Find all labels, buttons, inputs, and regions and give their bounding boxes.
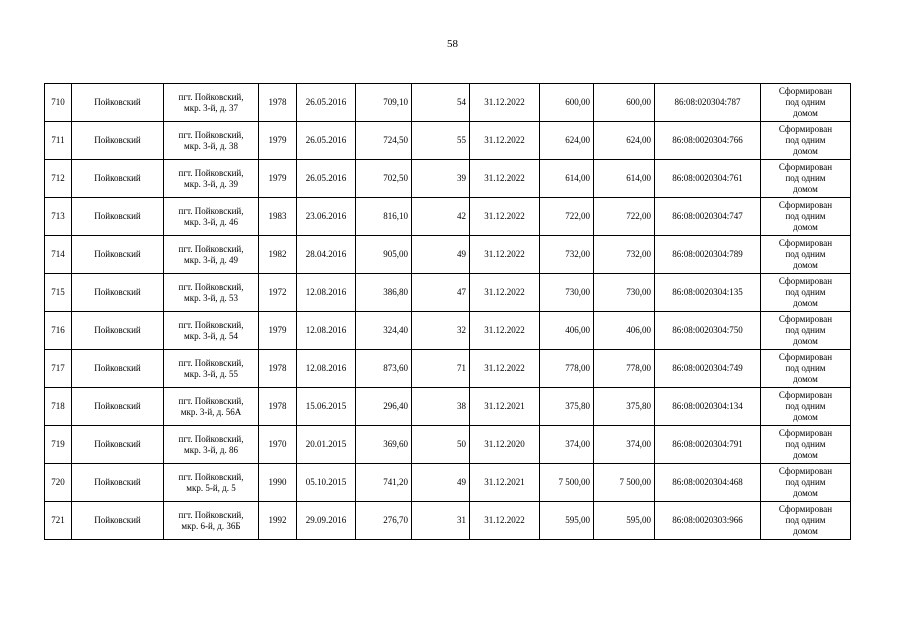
cadastral-number-cell: 86:08:020304:787 [655, 84, 761, 122]
area-cell: 276,70 [356, 502, 412, 540]
deadline-cell: 31.12.2021 [470, 464, 540, 502]
land-status-cell [761, 198, 851, 236]
settlement-cell: Пойковский [72, 426, 164, 464]
status-line-2: под одним [785, 211, 826, 221]
status-line-3: домом [793, 488, 818, 498]
address-line-1: пгт. Пойковский, [178, 357, 244, 368]
address-cell [164, 388, 259, 426]
address-line-1: пгт. Пойковский, [178, 509, 244, 520]
address-line-2: мкр. 5-й, д. 5 [186, 482, 236, 493]
status-line-1: Сформирован [778, 238, 833, 248]
deadline-cell: 31.12.2022 [470, 160, 540, 198]
cost-cell-1: 614,00 [540, 160, 594, 198]
build-year-cell: 1992 [259, 502, 297, 540]
recognition-date-cell: 29.09.2016 [297, 502, 356, 540]
table-row [45, 84, 851, 122]
residents-cell: 55 [412, 122, 470, 160]
address-line-2: мкр. 3-й, д. 46 [184, 216, 238, 227]
recognition-date-cell: 12.08.2016 [297, 350, 356, 388]
build-year-cell: 1972 [259, 274, 297, 312]
address-line-1: пгт. Пойковский, [178, 319, 244, 330]
row-number-cell: 711 [45, 122, 72, 160]
address-line-2: мкр. 6-й, д. 36Б [181, 520, 241, 531]
cost-cell-1: 624,00 [540, 122, 594, 160]
land-status-cell [761, 464, 851, 502]
table-row [45, 274, 851, 312]
status-line-2: под одним [785, 325, 826, 335]
settlement-cell: Пойковский [72, 502, 164, 540]
address-cell [164, 84, 259, 122]
recognition-date-cell: 12.08.2016 [297, 312, 356, 350]
settlement-cell: Пойковский [72, 464, 164, 502]
address-cell [164, 160, 259, 198]
row-number-cell: 718 [45, 388, 72, 426]
deadline-cell: 31.12.2022 [470, 502, 540, 540]
status-line-3: домом [793, 450, 818, 460]
status-line-3: домом [793, 146, 818, 156]
address-cell [164, 198, 259, 236]
area-cell: 873,60 [356, 350, 412, 388]
address-line-2: мкр. 3-й, д. 39 [184, 178, 238, 189]
recognition-date-cell: 05.10.2015 [297, 464, 356, 502]
settlement-cell: Пойковский [72, 312, 164, 350]
deadline-cell: 31.12.2022 [470, 274, 540, 312]
cost-cell-1: 722,00 [540, 198, 594, 236]
row-number-cell: 717 [45, 350, 72, 388]
build-year-cell: 1979 [259, 160, 297, 198]
status-line-1: Сформирован [778, 86, 833, 96]
status-line-1: Сформирован [778, 124, 833, 134]
table-row [45, 350, 851, 388]
area-cell: 296,40 [356, 388, 412, 426]
recognition-date-cell: 26.05.2016 [297, 160, 356, 198]
recognition-date-cell: 26.05.2016 [297, 122, 356, 160]
status-line-2: под одним [785, 173, 826, 183]
build-year-cell: 1990 [259, 464, 297, 502]
cadastral-number-cell: 86:08:0020304:468 [655, 464, 761, 502]
residents-cell: 50 [412, 426, 470, 464]
address-line-1: пгт. Пойковский, [178, 129, 244, 140]
status-line-3: домом [793, 108, 818, 118]
deadline-cell: 31.12.2020 [470, 426, 540, 464]
table-row [45, 236, 851, 274]
status-line-3: домом [793, 374, 818, 384]
status-line-1: Сформирован [778, 390, 833, 400]
settlement-cell: Пойковский [72, 84, 164, 122]
table-row [45, 198, 851, 236]
land-status-cell [761, 122, 851, 160]
status-line-2: под одним [785, 135, 826, 145]
status-line-1: Сформирован [778, 428, 833, 438]
address-line-2: мкр. 3-й, д. 38 [184, 140, 238, 151]
row-number-cell: 716 [45, 312, 72, 350]
settlement-cell: Пойковский [72, 122, 164, 160]
settlement-cell: Пойковский [72, 388, 164, 426]
build-year-cell: 1978 [259, 388, 297, 426]
cost-cell-1: 732,00 [540, 236, 594, 274]
deadline-cell: 31.12.2022 [470, 122, 540, 160]
address-line-1: пгт. Пойковский, [178, 395, 244, 406]
status-line-2: под одним [785, 249, 826, 259]
residents-cell: 31 [412, 502, 470, 540]
status-line-2: под одним [785, 439, 826, 449]
address-line-1: пгт. Пойковский, [178, 243, 244, 254]
cadastral-number-cell: 86:08:0020304:749 [655, 350, 761, 388]
status-line-2: под одним [785, 287, 826, 297]
address-line-1: пгт. Пойковский, [178, 471, 244, 482]
cadastral-number-cell: 86:08:0020304:766 [655, 122, 761, 160]
status-line-2: под одним [785, 401, 826, 411]
status-line-2: под одним [785, 477, 826, 487]
status-line-1: Сформирован [778, 162, 833, 172]
deadline-cell: 31.12.2021 [470, 388, 540, 426]
address-cell [164, 312, 259, 350]
table-row [45, 388, 851, 426]
land-status-cell [761, 236, 851, 274]
row-number-cell: 713 [45, 198, 72, 236]
land-status-cell [761, 84, 851, 122]
status-line-3: домом [793, 260, 818, 270]
row-number-cell: 715 [45, 274, 72, 312]
cadastral-number-cell: 86:08:0020304:134 [655, 388, 761, 426]
cost-cell-1: 600,00 [540, 84, 594, 122]
area-cell: 324,40 [356, 312, 412, 350]
cadastral-number-cell: 86:08:0020304:761 [655, 160, 761, 198]
table-row [45, 122, 851, 160]
cost-cell-1: 374,00 [540, 426, 594, 464]
deadline-cell: 31.12.2022 [470, 350, 540, 388]
status-line-2: под одним [785, 97, 826, 107]
cadastral-number-cell: 86:08:0020304:135 [655, 274, 761, 312]
recognition-date-cell: 20.01.2015 [297, 426, 356, 464]
cost-cell-2: 375,80 [594, 388, 655, 426]
recognition-date-cell: 12.08.2016 [297, 274, 356, 312]
land-status-cell [761, 426, 851, 464]
build-year-cell: 1982 [259, 236, 297, 274]
land-status-cell [761, 350, 851, 388]
table-row [45, 426, 851, 464]
recognition-date-cell: 26.05.2016 [297, 84, 356, 122]
residents-cell: 49 [412, 464, 470, 502]
row-number-cell: 720 [45, 464, 72, 502]
address-cell [164, 122, 259, 160]
status-line-1: Сформирован [778, 352, 833, 362]
address-line-2: мкр. 3-й, д. 37 [184, 102, 238, 113]
cost-cell-2: 732,00 [594, 236, 655, 274]
cost-cell-1: 595,00 [540, 502, 594, 540]
area-cell: 709,10 [356, 84, 412, 122]
land-status-cell [761, 502, 851, 540]
area-cell: 369,60 [356, 426, 412, 464]
recognition-date-cell: 15.06.2015 [297, 388, 356, 426]
residents-cell: 47 [412, 274, 470, 312]
status-line-1: Сформирован [778, 200, 833, 210]
row-number-cell: 721 [45, 502, 72, 540]
address-line-2: мкр. 3-й, д. 53 [184, 292, 238, 303]
page-number: 58 [447, 38, 458, 50]
status-line-3: домом [793, 412, 818, 422]
build-year-cell: 1978 [259, 84, 297, 122]
address-line-1: пгт. Пойковский, [178, 205, 244, 216]
cost-cell-1: 375,80 [540, 388, 594, 426]
cost-cell-2: 595,00 [594, 502, 655, 540]
land-status-cell [761, 312, 851, 350]
address-cell [164, 426, 259, 464]
address-cell [164, 236, 259, 274]
status-line-3: домом [793, 298, 818, 308]
status-line-3: домом [793, 526, 818, 536]
settlement-cell: Пойковский [72, 198, 164, 236]
cadastral-number-cell: 86:08:0020304:791 [655, 426, 761, 464]
address-line-2: мкр. 3-й, д. 55 [184, 368, 238, 379]
row-number-cell: 719 [45, 426, 72, 464]
settlement-cell: Пойковский [72, 274, 164, 312]
settlement-cell: Пойковский [72, 350, 164, 388]
residents-cell: 38 [412, 388, 470, 426]
row-number-cell: 712 [45, 160, 72, 198]
land-status-cell [761, 160, 851, 198]
cost-cell-1: 406,00 [540, 312, 594, 350]
housing-register-table [44, 83, 851, 540]
status-line-3: домом [793, 336, 818, 346]
build-year-cell: 1983 [259, 198, 297, 236]
area-cell: 724,50 [356, 122, 412, 160]
cadastral-number-cell: 86:08:0020303:966 [655, 502, 761, 540]
area-cell: 816,10 [356, 198, 412, 236]
residents-cell: 54 [412, 84, 470, 122]
cost-cell-2: 730,00 [594, 274, 655, 312]
address-cell [164, 502, 259, 540]
cost-cell-2: 7 500,00 [594, 464, 655, 502]
cost-cell-2: 374,00 [594, 426, 655, 464]
row-number-cell: 710 [45, 84, 72, 122]
cost-cell-2: 624,00 [594, 122, 655, 160]
address-line-2: мкр. 3-й, д. 54 [184, 330, 238, 341]
residents-cell: 42 [412, 198, 470, 236]
settlement-cell: Пойковский [72, 160, 164, 198]
deadline-cell: 31.12.2022 [470, 84, 540, 122]
build-year-cell: 1979 [259, 312, 297, 350]
cost-cell-1: 730,00 [540, 274, 594, 312]
table-row [45, 502, 851, 540]
status-line-2: под одним [785, 363, 826, 373]
address-line-1: пгт. Пойковский, [178, 281, 244, 292]
cost-cell-2: 722,00 [594, 198, 655, 236]
cost-cell-2: 600,00 [594, 84, 655, 122]
build-year-cell: 1970 [259, 426, 297, 464]
settlement-cell: Пойковский [72, 236, 164, 274]
residents-cell: 39 [412, 160, 470, 198]
area-cell: 702,50 [356, 160, 412, 198]
deadline-cell: 31.12.2022 [470, 198, 540, 236]
table-row [45, 160, 851, 198]
recognition-date-cell: 23.06.2016 [297, 198, 356, 236]
cadastral-number-cell: 86:08:0020304:789 [655, 236, 761, 274]
deadline-cell: 31.12.2022 [470, 312, 540, 350]
cost-cell-2: 778,00 [594, 350, 655, 388]
cost-cell-2: 614,00 [594, 160, 655, 198]
row-number-cell: 714 [45, 236, 72, 274]
address-line-2: мкр. 3-й, д. 56А [180, 406, 242, 417]
address-cell [164, 464, 259, 502]
area-cell: 386,80 [356, 274, 412, 312]
status-line-1: Сформирован [778, 276, 833, 286]
status-line-1: Сформирован [778, 466, 833, 476]
residents-cell: 49 [412, 236, 470, 274]
address-line-1: пгт. Пойковский, [178, 91, 244, 102]
recognition-date-cell: 28.04.2016 [297, 236, 356, 274]
table-row [45, 464, 851, 502]
status-line-1: Сформирован [778, 504, 833, 514]
address-line-2: мкр. 3-й, д. 49 [184, 254, 238, 265]
land-status-cell [761, 388, 851, 426]
table-body [45, 84, 851, 540]
cost-cell-1: 7 500,00 [540, 464, 594, 502]
cost-cell-2: 406,00 [594, 312, 655, 350]
residents-cell: 71 [412, 350, 470, 388]
land-status-cell [761, 274, 851, 312]
build-year-cell: 1978 [259, 350, 297, 388]
cadastral-number-cell: 86:08:0020304:747 [655, 198, 761, 236]
cost-cell-1: 778,00 [540, 350, 594, 388]
build-year-cell: 1979 [259, 122, 297, 160]
status-line-1: Сформирован [778, 314, 833, 324]
deadline-cell: 31.12.2022 [470, 236, 540, 274]
address-line-1: пгт. Пойковский, [178, 433, 244, 444]
area-cell: 905,00 [356, 236, 412, 274]
address-cell [164, 350, 259, 388]
status-line-3: домом [793, 222, 818, 232]
address-line-2: мкр. 3-й, д. 86 [184, 444, 238, 455]
status-line-2: под одним [785, 515, 826, 525]
status-line-3: домом [793, 184, 818, 194]
residents-cell: 32 [412, 312, 470, 350]
cadastral-number-cell: 86:08:0020304:750 [655, 312, 761, 350]
table-row [45, 312, 851, 350]
address-cell [164, 274, 259, 312]
address-line-1: пгт. Пойковский, [178, 167, 244, 178]
area-cell: 741,20 [356, 464, 412, 502]
